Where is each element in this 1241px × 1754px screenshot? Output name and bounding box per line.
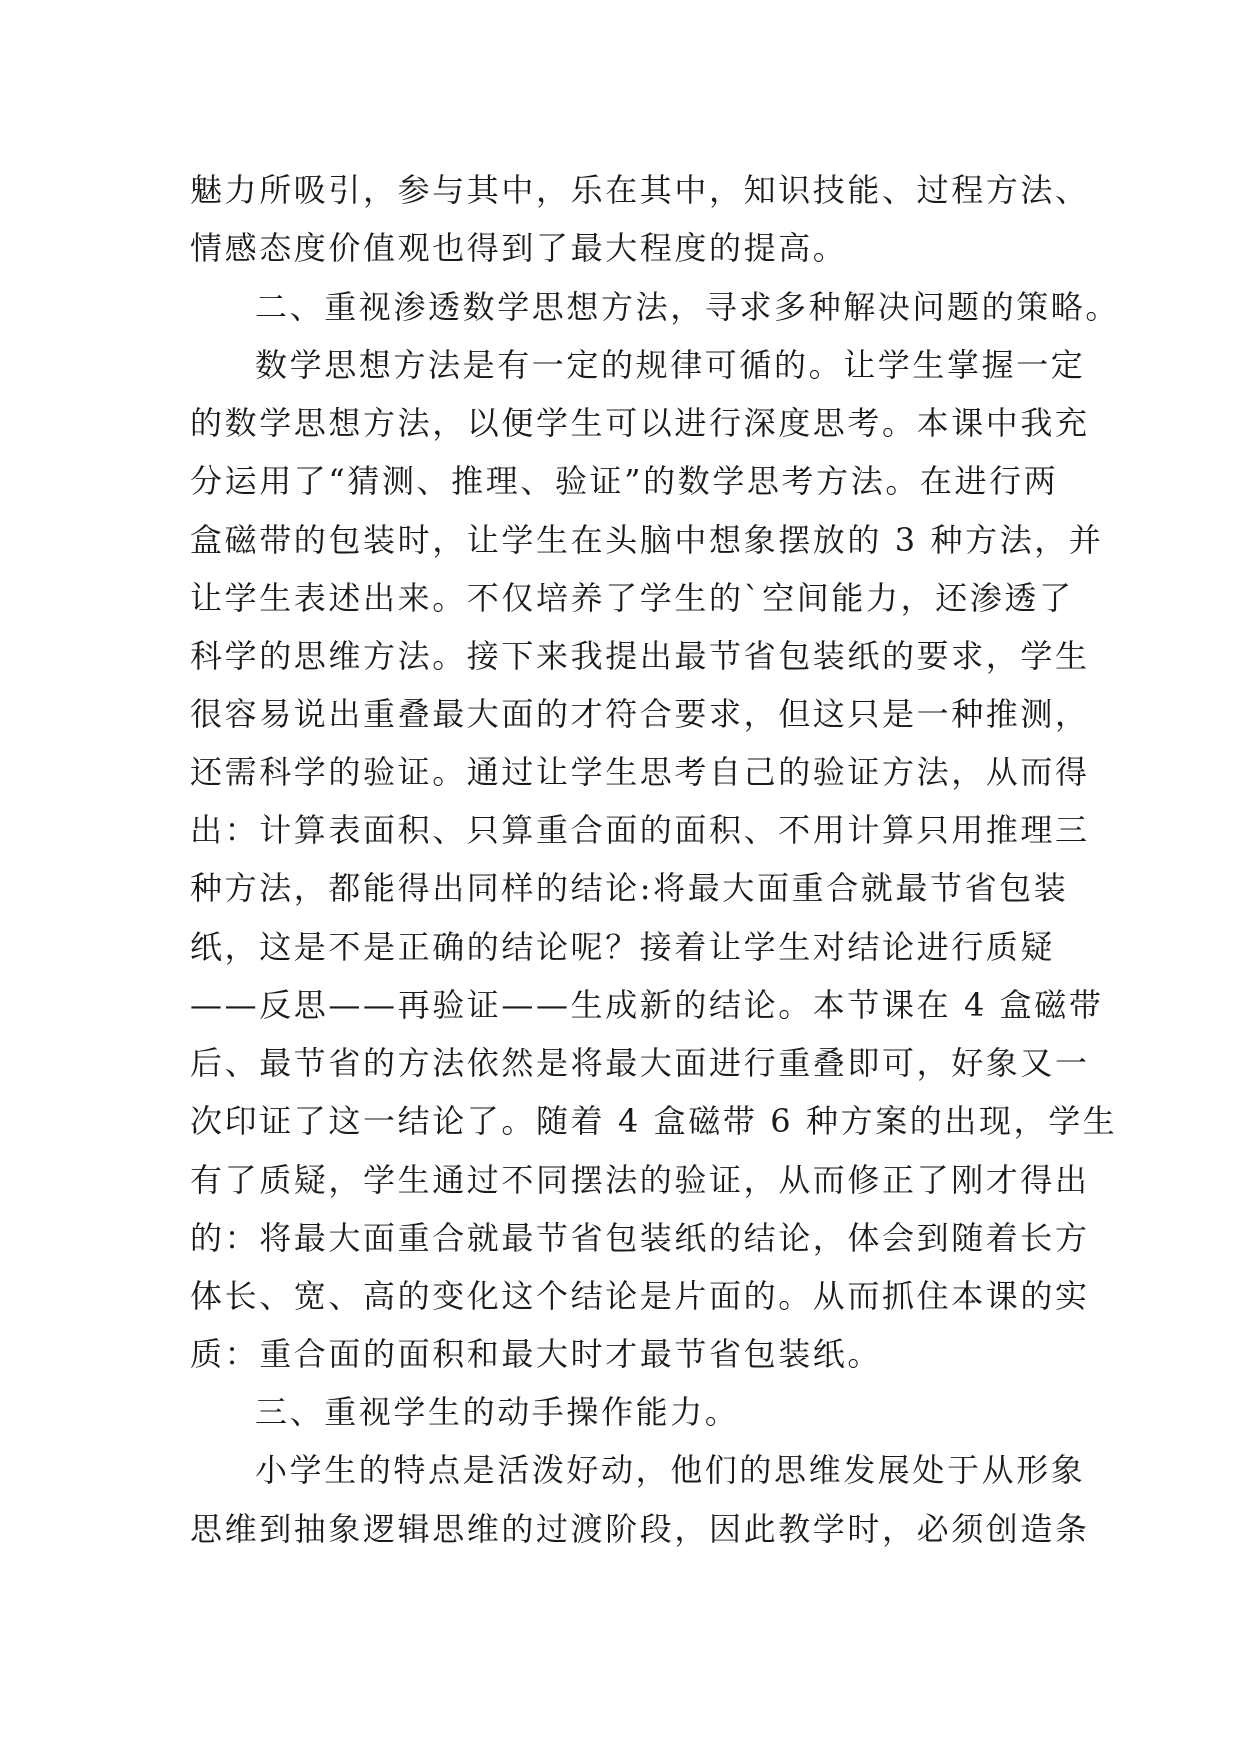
text-line: 盒磁带的包装时，让学生在头脑中想象摆放的 3 种方法，并 bbox=[190, 521, 1104, 559]
text-line: 的数学思想方法，以便学生可以进行深度思考。本课中我充 bbox=[190, 404, 1090, 442]
section-heading-3: 三、重视学生的动手操作能力。 bbox=[255, 1393, 740, 1431]
section-heading-2: 二、重视渗透数学思想方法，寻求多种解决问题的策略。 bbox=[255, 288, 1121, 326]
text-line: 魅力所吸引，参与其中，乐在其中，知识技能、过程方法、 bbox=[190, 171, 1090, 209]
text-line: 后、最节省的方法依然是将最大面进行重叠即可，好象又一 bbox=[190, 1044, 1090, 1082]
text-line: 很容易说出重叠最大面的才符合要求，但这只是一种推测， bbox=[190, 695, 1090, 733]
text-line: 还需科学的验证。通过让学生思考自己的验证方法，从而得 bbox=[190, 753, 1090, 791]
text-line: 质：重合面的面积和最大时才最节省包装纸。 bbox=[190, 1335, 883, 1373]
text-line: 数学思想方法是有一定的规律可循的。让学生掌握一定 bbox=[255, 346, 1086, 384]
text-line: 让学生表述出来。不仅培养了学生的`空间能力，还渗透了 bbox=[190, 579, 1074, 617]
text-line: 出：计算表面积、只算重合面的面积、不用计算只用推理三 bbox=[190, 811, 1090, 849]
text-line: 小学生的特点是活泼好动，他们的思维发展处于从形象 bbox=[255, 1451, 1086, 1489]
text-line: 种方法，都能得出同样的结论:将最大面重合就最节省包装 bbox=[190, 869, 1069, 907]
text-line: 思维到抽象逻辑思维的过渡阶段，因此教学时，必须创造条 bbox=[190, 1510, 1090, 1548]
text-line: 体长、宽、高的变化这个结论是片面的。从而抓住本课的实 bbox=[190, 1277, 1090, 1315]
text-line: ——反思——再验证——生成新的结论。本节课在 4 盒磁带 bbox=[190, 986, 1104, 1024]
text-line: 分运用了“猜测、推理、验证”的数学思考方法。在进行两 bbox=[190, 462, 1059, 500]
text-line: 的：将最大面重合就最节省包装纸的结论，体会到随着长方 bbox=[190, 1219, 1090, 1257]
text-line: 纸，这是不是正确的结论呢？接着让学生对结论进行质疑 bbox=[190, 928, 1056, 966]
text-line: 有了质疑，学生通过不同摆法的验证，从而修正了刚才得出 bbox=[190, 1161, 1090, 1199]
text-line: 科学的思维方法。接下来我提出最节省包装纸的要求，学生 bbox=[190, 637, 1090, 675]
text-line: 次印证了这一结论了。随着 4 盒磁带 6 种方案的出现，学生 bbox=[190, 1102, 1118, 1140]
text-line: 情感态度价值观也得到了最大程度的提高。 bbox=[190, 229, 848, 267]
